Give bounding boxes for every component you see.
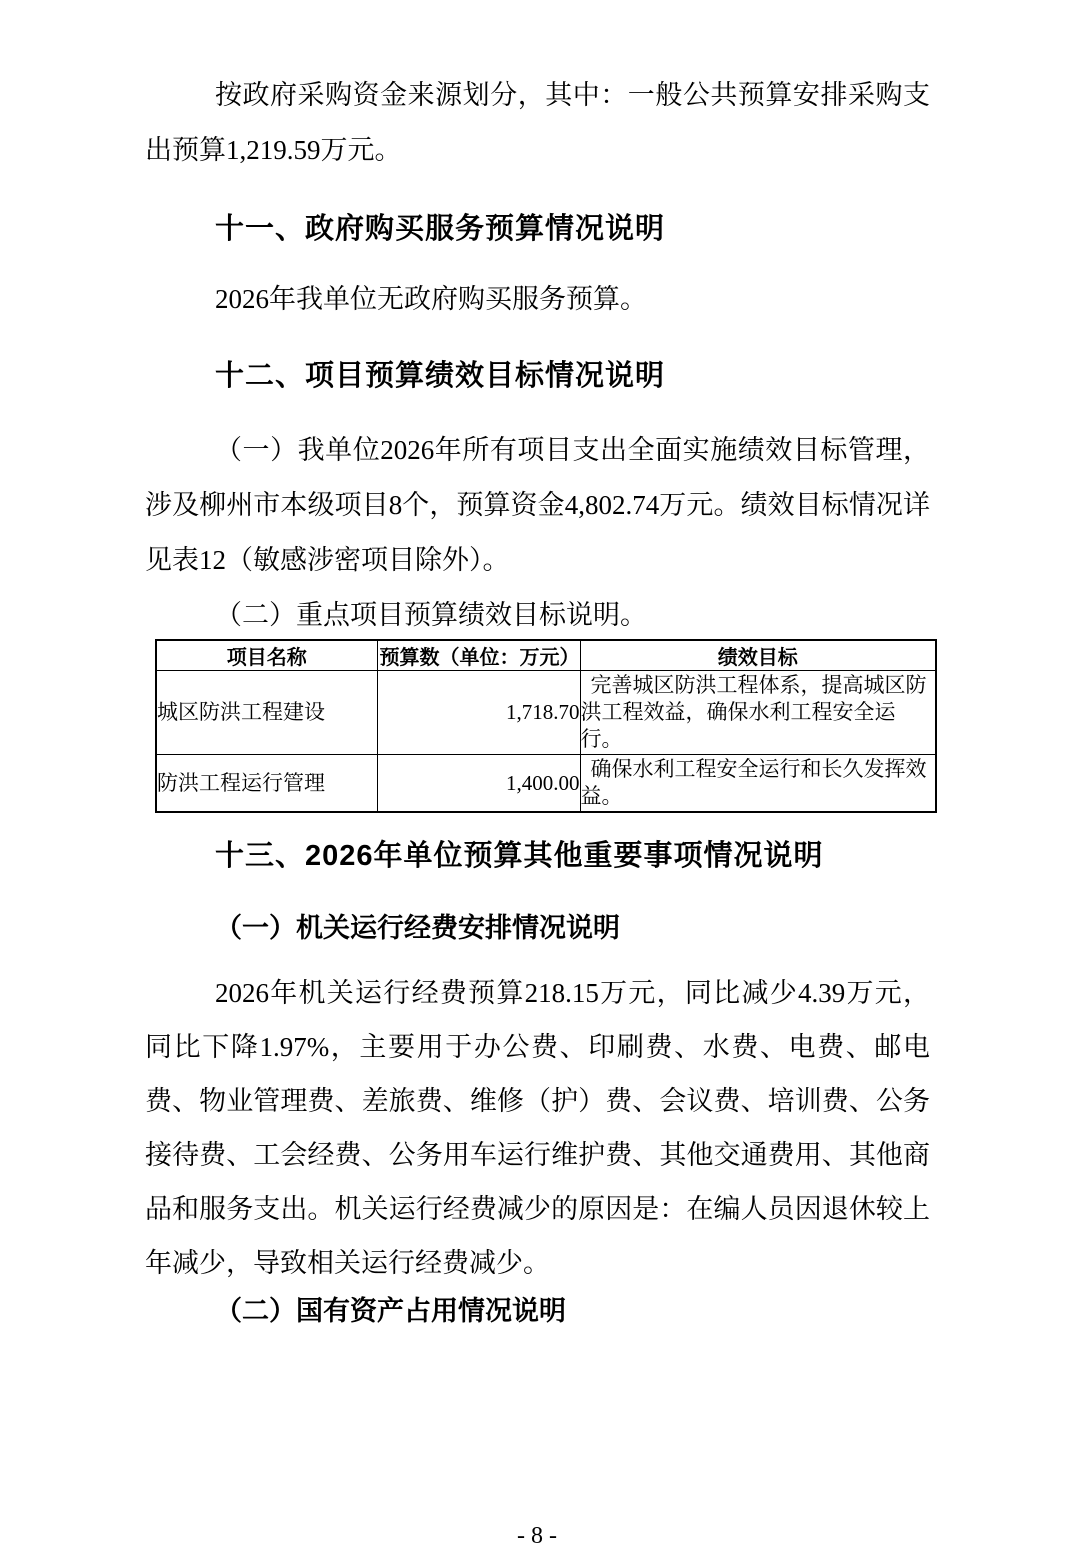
table-row: [156, 671, 936, 755]
budget-amount-cell: 1,718.70: [377, 671, 580, 755]
performance-target-cell: 确保水利工程安全运行和长久发挥效益。: [580, 755, 936, 813]
col-header-performance-target: 绩效目标: [580, 640, 936, 671]
heading-section-12: 十二、项目预算绩效目标情况说明: [215, 360, 666, 392]
performance-target-cell: 完善城区防洪工程体系，提高城区防洪工程效益，确保水利工程安全运行。: [580, 671, 936, 755]
col-header-budget-amount: 预算数（单位：万元）: [377, 640, 580, 671]
subheading-13-2-state-assets: （二）国有资产占用情况说明: [215, 1296, 566, 1326]
para-section-11-body: 2026年我单位无政府购买服务预算。: [215, 284, 647, 314]
col-header-project-name: 项目名称: [156, 640, 377, 671]
table-row: [156, 755, 936, 813]
para-section-12-item-1: （一）我单位2026年所有项目支出全面实施绩效目标管理，涉及柳州市本级项目8个，预算资金4,802.74万元。绩效目标情况详见表12（敏感涉密项目除外）。: [145, 435, 930, 575]
para-section-12-item-2: （二）重点项目预算绩效目标说明。: [215, 600, 647, 630]
table-header-row: [156, 640, 936, 671]
performance-target-table: [155, 639, 937, 813]
para-procurement-funding-source: 按政府采购资金来源划分，其中：一般公共预算安排采购支出预算1,219.59万元。: [145, 80, 930, 165]
heading-section-11: 十一、政府购买服务预算情况说明: [215, 213, 666, 245]
heading-section-13: 十三、2026年单位预算其他重要事项情况说明: [215, 840, 824, 872]
page-number: - 8 -: [517, 1523, 557, 1549]
project-name-cell: 城区防洪工程建设: [156, 671, 377, 755]
budget-amount-cell: 1,400.00: [377, 755, 580, 813]
para-operating-expenses-body: 2026年机关运行经费预算218.15万元，同比减少4.39万元，同比下降1.97%，主要用于办公费、印刷费、水费、电费、邮电费、物业管理费、差旅费、维修（护）费、会议费、培训费、公务接待费、工会经费、公务用车运行维护费、其他交通费用、其他商品和服务支出。机关运行经费减少的原因是：在编人员因退休较上年减少，导致相关运行经费减少。: [145, 978, 930, 1278]
subheading-13-1-operating-expenses: （一）机关运行经费安排情况说明: [215, 913, 620, 943]
project-name-cell: 防洪工程运行管理: [156, 755, 377, 813]
